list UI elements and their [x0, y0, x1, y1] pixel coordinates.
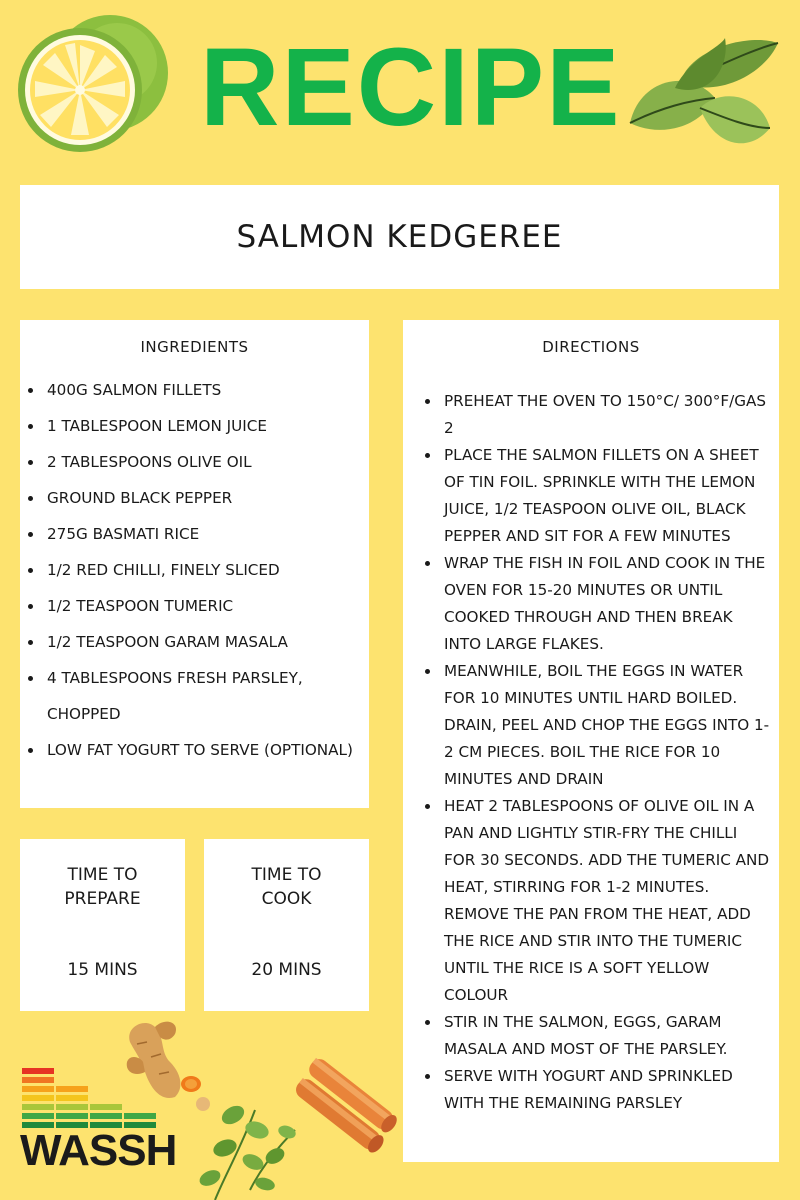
ingredients-list — [20, 372, 369, 768]
recipe-name-card — [20, 185, 779, 289]
time-to-prepare-card — [20, 839, 185, 1011]
logo-bars-icon — [22, 1068, 157, 1130]
time-to-cook-label-line1: TIME TO — [251, 865, 322, 885]
ingredient-item: 2 TABLESPOONS OLIVE OIL — [20, 444, 369, 480]
time-to-prepare-value: 15 MINS — [67, 960, 138, 980]
time-to-prepare-label — [30, 863, 175, 911]
time-to-prepare-label-line1: TIME TO — [67, 865, 138, 885]
direction-step: STIR IN THE SALMON, EGGS, GARAM MASALA AND MOST OF THE PARSLEY. — [417, 1009, 771, 1063]
directions-card — [403, 320, 779, 1162]
recipe-name: SALMON KEDGEREE — [236, 219, 563, 255]
ingredients-card — [20, 320, 369, 808]
ingredients-heading: INGREDIENTS — [140, 338, 249, 356]
time-to-cook-label-line2: COOK — [261, 889, 312, 909]
direction-step: MEANWHILE, BOIL THE EGGS IN WATER FOR 10 MINUTES UNTIL HARD BOILED. DRAIN, PEEL AND CHOP THE EGGS INTO 1-2 CM PIECES. BOIL THE RICE FOR 10 MINUTES AND DRAIN — [417, 658, 771, 793]
time-to-cook-label — [214, 863, 359, 911]
wassh-logo — [20, 1066, 177, 1176]
time-to-cook-value: 20 MINS — [251, 960, 322, 980]
herb-sprig-icon — [195, 1100, 305, 1200]
direction-step: PLACE THE SALMON FILLETS ON A SHEET OF TIN FOIL. SPRINKLE WITH THE LEMON JUICE, 1/2 TEASPOON OLIVE OIL, BLACK PEPPER AND SIT FOR A FEW MINUTES — [417, 442, 771, 550]
directions-heading: DIRECTIONS — [542, 338, 640, 356]
ingredient-item: GROUND BLACK PEPPER — [20, 480, 369, 516]
ingredient-item: 275G BASMATI RICE — [20, 516, 369, 552]
basil-leaves-icon — [620, 28, 785, 163]
direction-step: HEAT 2 TABLESPOONS OF OLIVE OIL IN A PAN AND LIGHTLY STIR-FRY THE CHILLI FOR 30 SECONDS. ADD THE TUMERIC AND HEAT, STIRRING FOR 1-2 MINUTES. REMOVE THE PAN FROM THE HEAT, ADD THE RICE AND STIR INTO THE TUMERIC UNTIL THE RICE IS A SOFT YELLOW COLOUR — [417, 793, 771, 1009]
lime-icon — [5, 5, 170, 155]
direction-step: PREHEAT THE OVEN TO 150°C/ 300°F/GAS 2 — [417, 388, 771, 442]
logo-text: WASSH — [20, 1126, 177, 1175]
directions-list — [417, 388, 771, 1117]
time-to-cook-card — [204, 839, 369, 1011]
ingredient-item: 4 TABLESPOONS FRESH PARSLEY, CHOPPED — [20, 660, 369, 732]
ingredient-item: LOW FAT YOGURT TO SERVE (OPTIONAL) — [20, 732, 369, 768]
ingredient-item: 400G SALMON FILLETS — [20, 372, 369, 408]
direction-step: SERVE WITH YOGURT AND SPRINKLED WITH THE REMAINING PARSLEY — [417, 1063, 771, 1117]
time-to-prepare-label-line2: PREPARE — [64, 889, 141, 909]
ingredient-item: 1/2 TEASPOON TUMERIC — [20, 588, 369, 624]
direction-step: WRAP THE FISH IN FOIL AND COOK IN THE OVEN FOR 15-20 MINUTES OR UNTIL COOKED THROUGH AND THEN BREAK INTO LARGE FLAKES. — [417, 550, 771, 658]
ingredient-item: 1/2 TEASPOON GARAM MASALA — [20, 624, 369, 660]
ingredient-item: 1 TABLESPOON LEMON JUICE — [20, 408, 369, 444]
page-title: RECIPE — [200, 26, 622, 149]
ingredient-item: 1/2 RED CHILLI, FINELY SLICED — [20, 552, 369, 588]
